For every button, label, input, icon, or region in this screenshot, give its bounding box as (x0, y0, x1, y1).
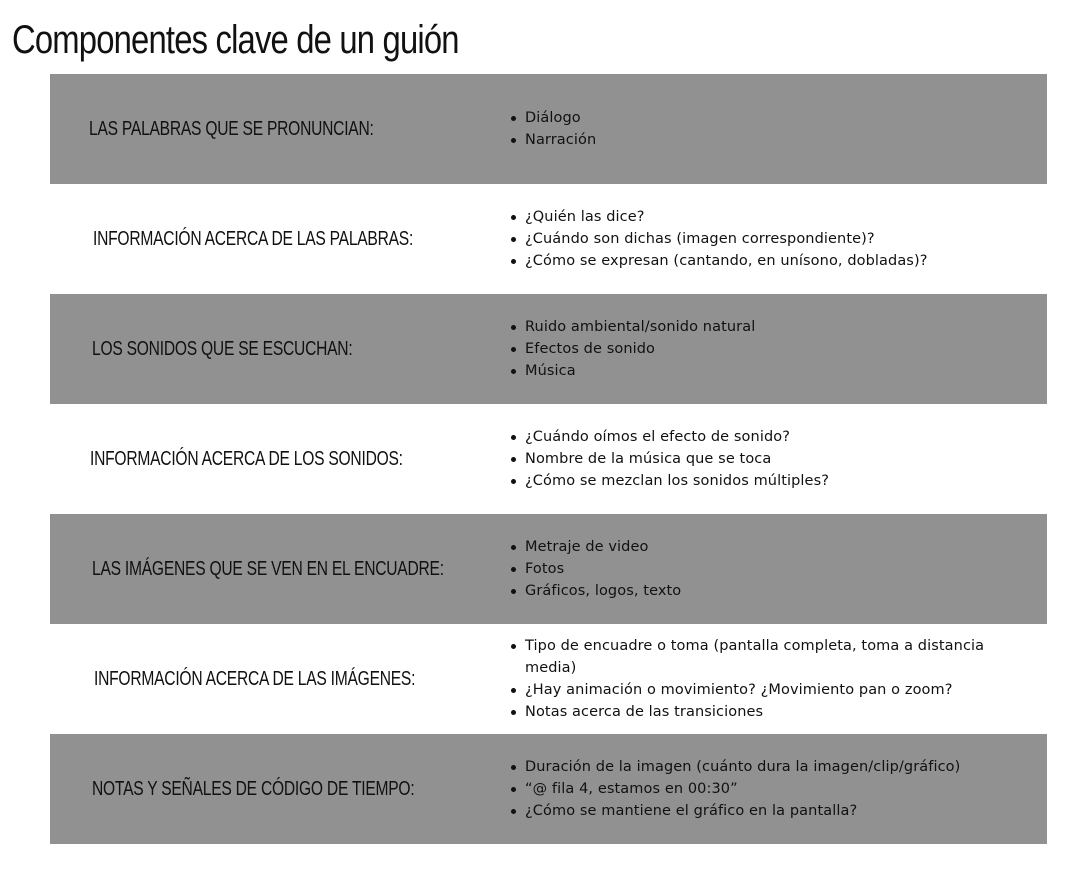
row-label: LAS IMÁGENES QUE SE VEN EN EL ENCUADRE: (92, 557, 444, 580)
table-row (50, 514, 1047, 624)
list-item: Tipo de encuadre o toma (pantalla completa, toma a distancia media) (525, 635, 1037, 679)
row-label: LOS SONIDOS QUE SE ESCUCHAN: (92, 337, 353, 360)
row-label: INFORMACIÓN ACERCA DE LAS IMÁGENES: (94, 667, 416, 690)
table-row (50, 294, 1047, 404)
row-list (507, 734, 1037, 844)
row-list (507, 184, 1037, 294)
row-label: INFORMACIÓN ACERCA DE LOS SONIDOS: (90, 447, 403, 470)
list-item: ¿Cómo se mezclan los sonidos múltiples? (525, 470, 1037, 492)
list-item: Duración de la imagen (cuánto dura la imagen/clip/gráfico) (525, 756, 1037, 778)
list-item: ¿Cuándo son dichas (imagen correspondiente)? (525, 228, 1037, 250)
list-item: Nombre de la música que se toca (525, 448, 1037, 470)
row-list (507, 74, 1037, 184)
list-item: ¿Cómo se mantiene el gráfico en la pantalla? (525, 800, 1037, 822)
row-label: LAS PALABRAS QUE SE PRONUNCIAN: (89, 117, 374, 140)
list-item: ¿Quién las dice? (525, 206, 1037, 228)
row-list (507, 514, 1037, 624)
list-item: Gráficos, logos, texto (525, 580, 1037, 602)
table-row (50, 404, 1047, 514)
list-item: Diálogo (525, 107, 1037, 129)
table-row (50, 624, 1047, 734)
list-item: Fotos (525, 558, 1037, 580)
list-item: “@ fila 4, estamos en 00:30” (525, 778, 1037, 800)
row-list (507, 404, 1037, 514)
list-item: ¿Hay animación o movimiento? ¿Movimiento pan o zoom? (525, 679, 1037, 701)
list-item: Efectos de sonido (525, 338, 1037, 360)
list-item: Narración (525, 129, 1037, 151)
list-item: Música (525, 360, 1037, 382)
row-label: INFORMACIÓN ACERCA DE LAS PALABRAS: (93, 227, 414, 250)
list-item: Notas acerca de las transiciones (525, 701, 1037, 723)
table-row (50, 74, 1047, 184)
page-title: Componentes clave de un guión (12, 18, 459, 62)
components-table (50, 74, 1047, 844)
list-item: ¿Cómo se expresan (cantando, en unísono, dobladas)? (525, 250, 1037, 272)
row-list (507, 294, 1037, 404)
row-list (507, 624, 1037, 734)
row-label: NOTAS Y SEÑALES DE CÓDIGO DE TIEMPO: (92, 777, 415, 800)
list-item: Metraje de video (525, 536, 1037, 558)
list-item: Ruido ambiental/sonido natural (525, 316, 1037, 338)
list-item: ¿Cuándo oímos el efecto de sonido? (525, 426, 1037, 448)
table-row (50, 734, 1047, 844)
table-row (50, 184, 1047, 294)
